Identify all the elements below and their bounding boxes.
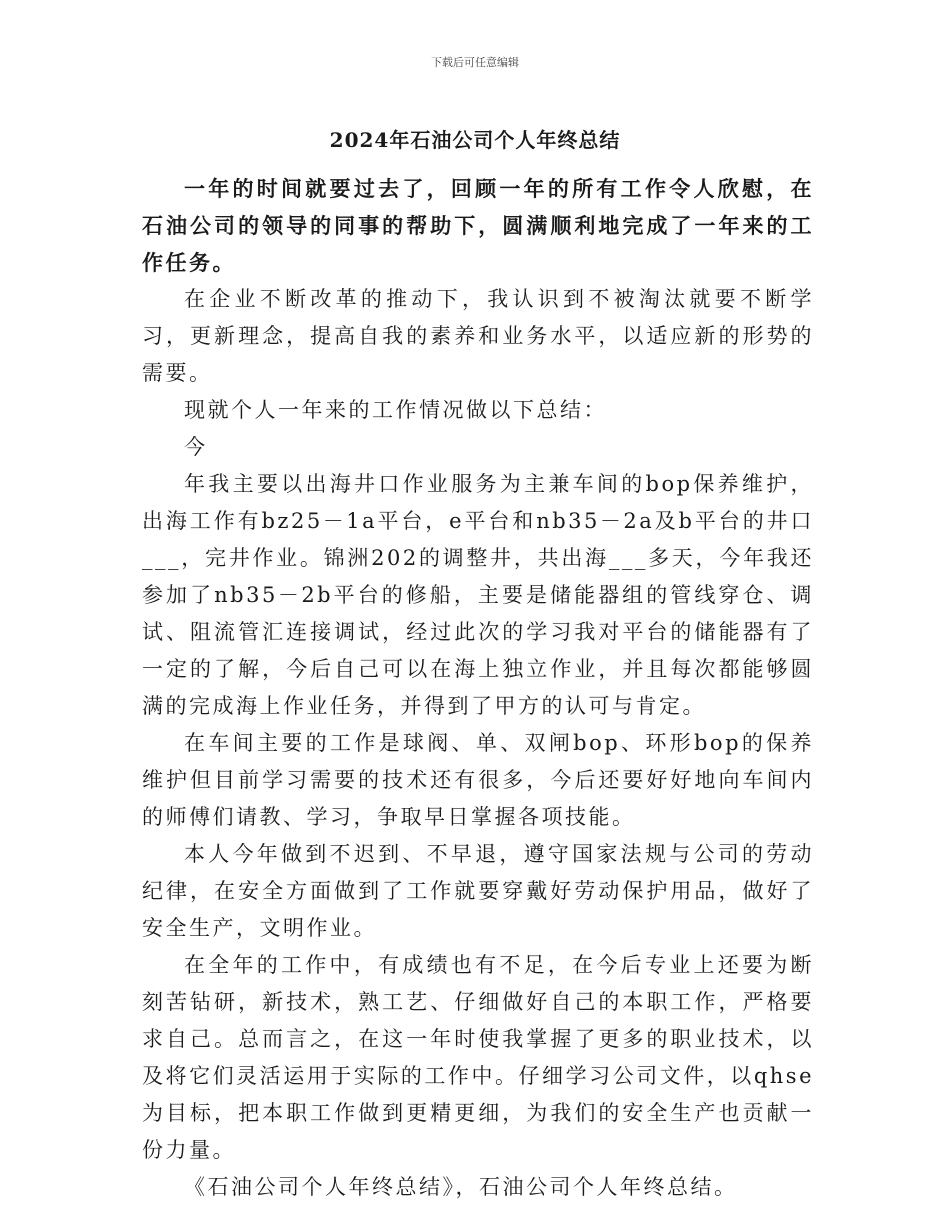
paragraph-intro: 一年的时间就要过去了，回顾一年的所有工作令人欣慰，在石油公司的领导的同事的帮助下，圆满顺利地完成了一年来的工作任务。 [142, 176, 814, 275]
paragraph-summary-lead: 现就个人一年来的工作情况做以下总结： [184, 398, 607, 422]
paragraph-offshore-work: 年我主要以出海井口作业服务为主兼车间的bop保养维护，出海工作有bz25－1a平台，e平台和nb35－2a及b平台的井口___，完井作业。锦洲202的调整井，共出海___多天，今年我还参加了nb35－2b平台的修船，主要是储能器组的管线穿仓、调试、阻流管汇连接调试，经过此次的学习我对平台的储能器有了一定的了解，今后自己可以在海上独立作业，并且每次都能够圆满的完成海上作业任务，并得到了甲方的认可与肯定。 [142, 472, 814, 718]
document-body [142, 170, 814, 1206]
header-note: 下载后可任意编辑 [431, 56, 519, 69]
document-title: 2024年石油公司个人年终总结 [329, 128, 621, 152]
paragraph-closing: 《石油公司个人年终总结》，石油公司个人年终总结。 [184, 1175, 738, 1199]
paragraph-discipline: 本人今年做到不迟到、不早退，遵守国家法规与公司的劳动纪律，在安全方面做到了工作就要穿戴好劳动保护用品，做好了安全生产，文明作业。 [142, 842, 814, 940]
paragraph-conclusion: 在全年的工作中，有成绩也有不足，在今后专业上还要为断刻苦钻研，新技术，熟工艺、仔细做好自己的本职工作，严格要求自己。总而言之，在这一年时使我掌握了更多的职业技术，以及将它们灵活运用于实际的工作中。仔细学习公司文件，以qhse为目标，把本职工作做到更精更细，为我们的安全生产也贡献一份力量。 [142, 953, 814, 1162]
paragraph-workshop: 在车间主要的工作是球阀、单、双闸bop、环形bop的保养维护但目前学习需要的技术还有很多，今后还要好好地向车间内的师傅们请教、学习，争取早日掌握各项技能。 [142, 731, 814, 829]
paragraph-learning: 在企业不断改革的推动下，我认识到不被淘汰就要不断学习，更新理念，提高自我的素养和业务水平，以适应新的形势的需要。 [142, 287, 814, 385]
paragraph-fragment: 今 [184, 435, 208, 459]
